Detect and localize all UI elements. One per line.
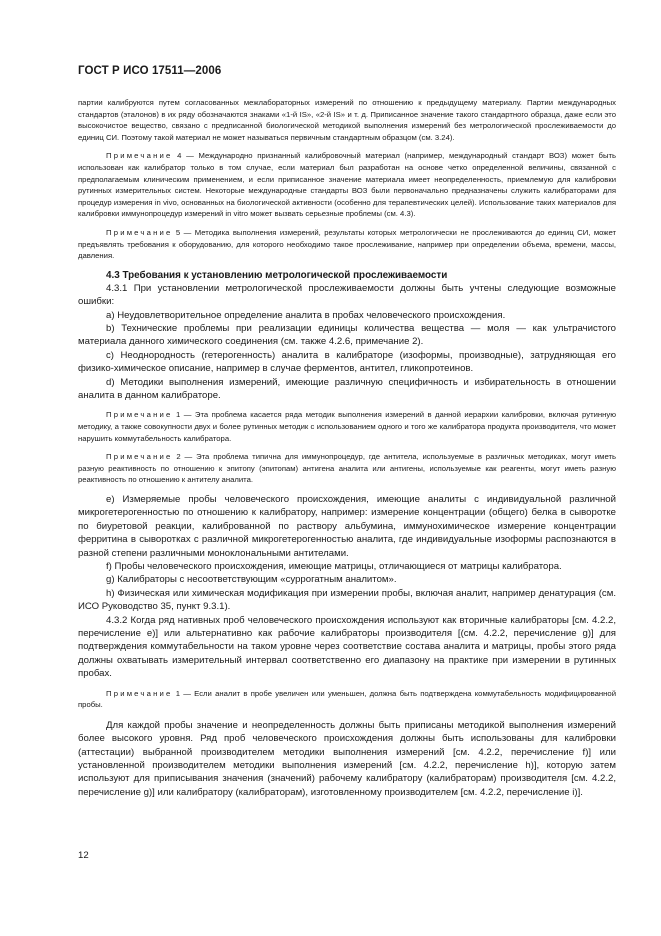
note-d-1 bbox=[78, 409, 616, 444]
clause-4-3-1: 4.3.1 При установлении метрологической прослеживаемости должны быть учтены следующие возможные ошибки: bbox=[78, 282, 616, 308]
note-4-3-2-text: 1 — Если аналит в пробе увеличен или уменьшен, должна быть подтверждена коммутабельность модифицированной пробы. bbox=[78, 688, 616, 710]
document-body bbox=[78, 97, 616, 799]
note-4-3-2 bbox=[78, 688, 616, 711]
note-4-text: 4 — Международно признанный калибровочный материал (например, международный стандарт ВОЗ) может быть использован как калибратор только в том случае, если материал был разработан на основе четко определенной величины, связанной с предполагаемым клиническим применением, и если приписанное значение материала имеет неопределенность, приемлемую для калибровки рутинных измерительных систем. Некоторые международные стандарты ВОЗ были первоначально предназначены служить калибраторами для процедур измерения in vivo, основанных на биологической активности (особенно для терапевтических целей). Использование таких материалов для калибровки иммунопроцедур измерений in vitro может вызвать серьезные проблемы (см. 4.3). bbox=[78, 151, 616, 219]
note-5 bbox=[78, 227, 616, 262]
note-4-3-2-label: Примечание bbox=[106, 688, 173, 698]
note-d-1-text: 1 — Эта проблема касается ряда методик выполнения измерений в данной иерархии калибровки, включая рутинную методику, а также совокупности двух и более рутинных методик с использованием одного и того же калибратора продукта производителя, что может нарушить коммутабельность калибратора. bbox=[78, 410, 616, 443]
note-d-2-text: 2 — Эта проблема типична для иммунопроцедур, где антитела, используемые в различных методиках, могут иметь разную реактивность по отношению к эпитопу (эпитопам) антигена аналита или антигены, используемые как реагенты, могут иметь разную реактивность по отношению к антителу аналита. bbox=[78, 452, 616, 485]
item-a: a) Неудовлетворительное определение аналита в пробах человеческого происхождения. bbox=[106, 309, 506, 321]
item-h: h) Физическая или химическая модификация при измерении пробы, включая аналит, например денатурация (см. ИСО Руководство 35, пункт 9.3.1). bbox=[78, 587, 616, 613]
section-title: 4.3 Требования к установлению метрологической прослеживаемости bbox=[106, 269, 448, 281]
item-d: d) Методики выполнения измерений, имеющие различную специфичность и избирательность в отношении аналита в данном калибраторе. bbox=[78, 376, 616, 401]
item-g: g) Калибраторы с несоответствующим «суррогатным аналитом». bbox=[106, 574, 397, 586]
note-5-label: Примечание bbox=[106, 227, 173, 237]
page-header: ГОСТ Р ИСО 17511—2006 bbox=[78, 65, 222, 77]
note-d-2 bbox=[78, 451, 616, 486]
item-b: b) Технические проблемы при реализации единицы количества вещества — моля — как ультрачистого материала данного химического соединения (см. также 4.2.6, примечание 2). bbox=[78, 322, 616, 348]
note-5-text: 5 — Методика выполнения измерений, результаты которых метрологически не прослеживаются до единиц СИ, может предъявлять требования к оборудованию, для которого необходимо такое прослеживание, например при определении объема, времени, массы, давления. bbox=[78, 227, 616, 261]
item-f: f) Пробы человеческого происхождения, имеющие матрицы, отличающиеся от матрицы калибратора. bbox=[106, 560, 562, 572]
item-e: e) Измеряемые пробы человеческого происхождения, имеющие аналиты с индивидуальной различной микрогетерогенностью по отношению к калибратору, например: измерение концентрации (общего) белка в сыворотке по биуретовой реакции, калиброванной по раствору альбумина, иммунохимическое измерение концентрации ферритина в сыворотках с различной микрогетерогенностью аналита, где индивидуальные изоформы распознаются в разной степени различными моноклональными антителами. bbox=[78, 493, 616, 559]
item-c: c) Неоднородность (гетерогенность) аналита в калибраторе (изоформы, производные), затрудняющая его физико-химическое описание, например в случае ферментов, антител, гликопротеинов. bbox=[78, 349, 616, 375]
intro-paragraph: партии калибруются путем согласованных межлабораторных измерений по отношению к предыдущему материалу. Партии международных стандартов (эталонов) в их ряду обозначаются знаками «1-й IS», «2-й IS» и т. д. Приписанное значение такого стандартного образца, даже если это высокочистое вещество, связано с предписанной биологической методикой выполнения измерений без метрологической прослеживаемости до единиц СИ. Поэтому такой материал не может называться первичным стандартным образцом (см. 3.24). bbox=[78, 98, 616, 142]
clause-4-3-2: 4.3.2 Когда ряд нативных проб человеческого происхождения используют как вторичные калибраторы [см. 4.2.2, перечисление e)] или альтернативно как рабочие калибраторы производителя [(см. 4.2.2, перечисление g)] для подтверждения коммутабельности на таком уровне через соответствие состава аналита и матрицы, пробы этого ряда должны охватывать измерительный интервал соответственно его диапазону на практике при измерении в рутинных пробах. bbox=[78, 614, 616, 680]
note-d-1-label: Примечание bbox=[106, 410, 173, 420]
note-d-2-label: Примечание bbox=[106, 452, 173, 462]
note-4-label: Примечание bbox=[106, 151, 173, 161]
page-number: 12 bbox=[78, 850, 89, 861]
final-paragraph: Для каждой пробы значение и неопределенность должны быть приписаны методикой выполнения измерений более высокого уровня. Ряд проб человеческого происхождения должны быть использованы для калибровки (аттестации) выбранной производителем методики выполнения измерений [см. 4.2.2, перечисление f)] или установленной производителем методики выполнения измерений [см. 4.2.2, перечисление h)], которую затем используют для приписывания значения (значений) рабочему калибратору (калибраторам) производителя [см. 4.2.2, перечисление g)] или калибратору (калибраторам), изготовленному производителем [см. 4.2.2, перечисление i)]. bbox=[78, 719, 616, 798]
note-4 bbox=[78, 150, 616, 220]
